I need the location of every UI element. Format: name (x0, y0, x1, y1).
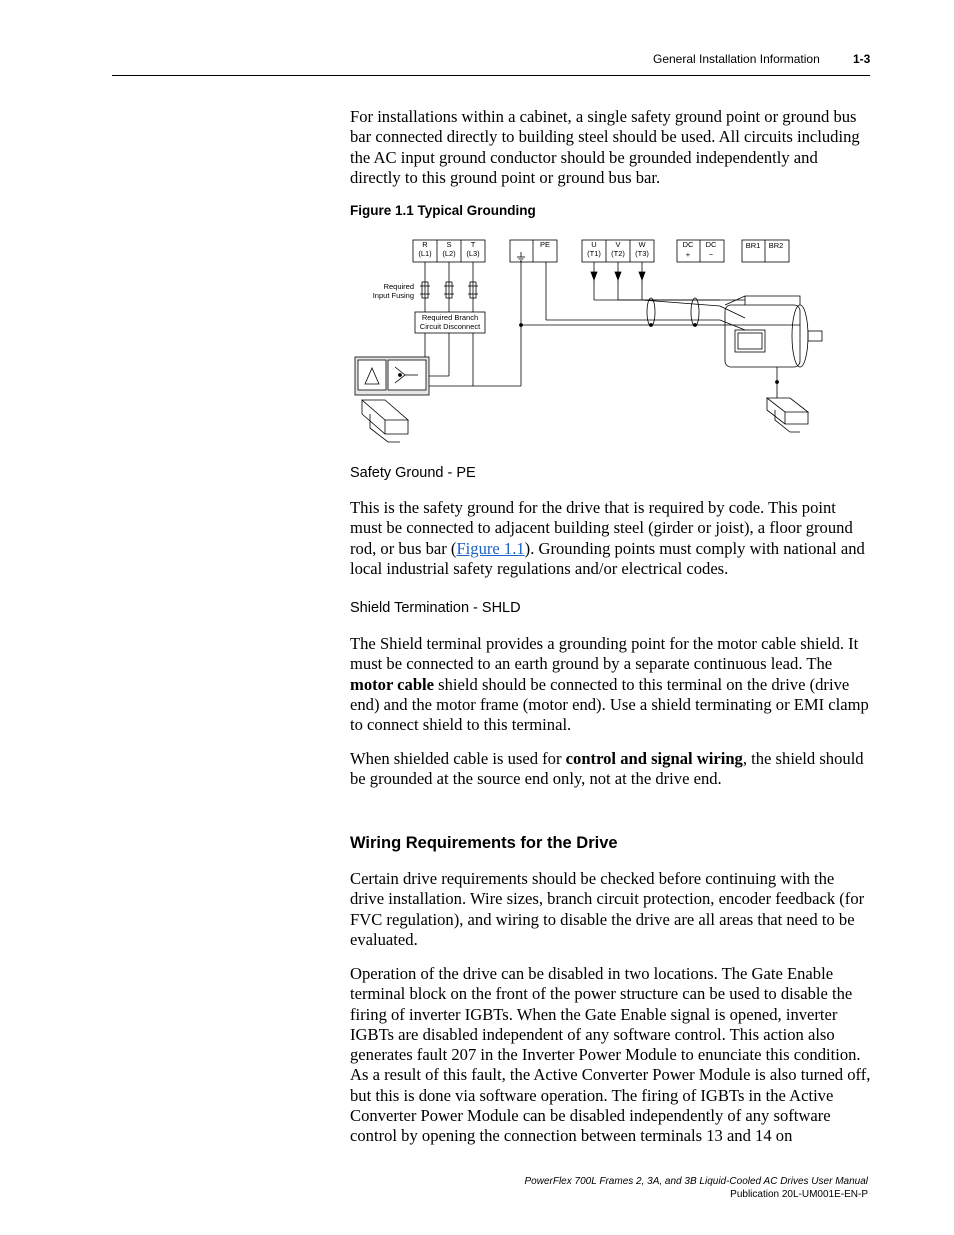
terminal-r: R (422, 240, 428, 249)
terminal-t: T (470, 240, 476, 249)
header-rule (112, 75, 870, 76)
footer-publication: Publication 20L-UM001E-EN-P (730, 1189, 868, 1200)
fusing-label-1: Required (383, 282, 414, 291)
terminal-br2: BR2 (768, 241, 784, 250)
terminal-dc-minus: DC (705, 240, 717, 249)
figure-link[interactable]: Figure 1.1 (456, 538, 525, 558)
wiring-paragraph-1: Certain drive requirements should be checked before continuing with the drive installation. Wire sizes, branch circuit protection, encoder feedback (for FVC regulation), and wiring to disable the drive are all areas that need to be evaluated. (350, 869, 865, 949)
terminal-t-sub: (L3) (466, 249, 480, 258)
safety-ground-paragraph: This is the safety ground for the drive that is required by code. This point must be connected to adjacent building steel (girder or joist), a floor ground rod, or bus bar (Figure 1.1). Grounding points must comply with national and local industrial safety regulations and/or electrical codes. (350, 498, 865, 578)
safety-ground-heading: Safety Ground - PE (350, 465, 476, 481)
page-number: 1-3 (853, 52, 871, 66)
running-header: General Installation Information (653, 52, 820, 66)
terminal-u-sub: (T1) (587, 249, 601, 258)
terminal-br1: BR1 (745, 241, 761, 250)
terminal-s-sub: (L2) (442, 249, 456, 258)
terminal-dc-plus-sub: + (685, 250, 691, 259)
figure-caption: Figure 1.1 Typical Grounding (350, 203, 536, 218)
typical-grounding-diagram (350, 232, 830, 447)
disconnect-label-1: Required Branch (421, 313, 479, 322)
terminal-w-sub: (T3) (635, 249, 649, 258)
terminal-s: S (446, 240, 452, 249)
terminal-pe: PE (539, 240, 551, 249)
disconnect-label-2: Circuit Disconnect (419, 322, 481, 331)
terminal-w: W (638, 240, 646, 249)
intro-paragraph: For installations within a cabinet, a single safety ground point or ground bus bar connected directly to building steel should be used. All circuits including the AC input ground conductor should be grounded independently and directly to this ground point or ground bus bar. (350, 107, 860, 187)
wiring-requirements-heading: Wiring Requirements for the Drive (350, 834, 618, 852)
terminal-r-sub: (L1) (418, 249, 432, 258)
terminal-dc-plus: DC (682, 240, 694, 249)
wiring-paragraph-2: Operation of the drive can be disabled in two locations. The Gate Enable terminal block on the front of the power structure can be used to disable the firing of inverter IGBTs. When the Gate Enable signal is opened, inverter IGBTs are disabled independent of any software control. This action also generates fault 207 in the Inverter Power Module to enunciate this condition. As a result of this fault, the Active Converter Power Module is also turned off, but this is done via software operation. The firing of IGBTs in the Active Converter Power Module can be disabled independently of any software control by opening the connection between terminals 13 and 14 on (350, 964, 871, 1146)
fusing-label-2: Input Fusing (372, 291, 414, 300)
shield-paragraph-2: When shielded cable is used for control and signal wiring, the shield should be grounded at the source end only, not at the drive end. (350, 749, 864, 789)
footer-manual-title: PowerFlex 700L Frames 2, 3A, and 3B Liquid-Cooled AC Drives User Manual (524, 1176, 868, 1187)
shield-paragraph-1: The Shield terminal provides a grounding point for the motor cable shield. It must be connected to an earth ground by a separate continuous lead. The motor cable shield should be connected to this terminal on the drive (drive end) and the motor frame (motor end). Use a shield terminating or EMI clamp to connect shield to this terminal. (350, 634, 869, 735)
shield-termination-heading: Shield Termination - SHLD (350, 600, 521, 616)
terminal-v: V (615, 240, 621, 249)
terminal-v-sub: (T2) (611, 249, 625, 258)
terminal-u: U (591, 240, 597, 249)
terminal-dc-minus-sub: − (708, 250, 714, 259)
